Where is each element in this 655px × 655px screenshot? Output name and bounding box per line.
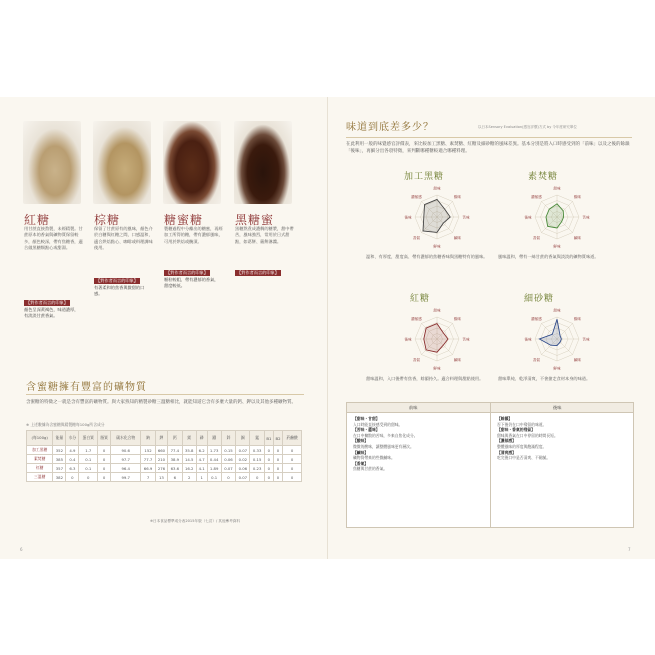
radar-axis-label: 香氣 — [532, 236, 541, 241]
row-label: 三溫糖 — [27, 473, 53, 482]
legend-item-label: 【甜味・香氣的殘留】 — [497, 427, 535, 433]
sugar-name: 糖蜜糖 — [164, 213, 204, 227]
table-header-cell: B1 — [264, 431, 273, 446]
radar-axis-label: 苦味 — [582, 337, 590, 342]
table-cell: 0 — [283, 446, 302, 455]
impression-block — [24, 300, 82, 319]
table-cell: 0.07 — [221, 464, 235, 473]
radar-axis-label: 鮮味 — [553, 244, 561, 249]
legend-item-label: 【濃郁感】 — [497, 438, 516, 444]
radar-axis-label: 鹹味 — [453, 358, 462, 363]
radar-axis-label: 酸味 — [573, 316, 582, 321]
table-cell: 1.7 — [79, 446, 98, 455]
table-cell: 63.6 — [168, 464, 182, 473]
impression-text: 顆粒較粗、帶有濃郁的香氣，甜度較低。 — [164, 277, 219, 288]
legend-item-text: 甜味與香氣在口中停留的時間長短。 — [497, 432, 558, 438]
table-cell: 0.1 — [79, 464, 98, 473]
table-cell: 0.44 — [207, 455, 221, 464]
table-header-cell: 鐵 — [207, 431, 221, 446]
legend-item-text: 整體風味的厚度與飽滿程度。 — [497, 443, 547, 449]
radar-title: 紅糖 — [410, 294, 431, 304]
table-cell: 77.7 — [141, 455, 155, 464]
impression-tag: 【對作者而言的印象】 — [237, 270, 279, 275]
table-header-cell: 鋅 — [221, 431, 235, 446]
legend-item — [497, 416, 629, 427]
table-cell: 0.33 — [250, 446, 264, 455]
radar-axis-label: 鮮味 — [553, 366, 561, 371]
radar-axis-label: 鮮味 — [433, 366, 441, 371]
impression-block — [94, 278, 152, 297]
photo-cane-sugar — [93, 121, 151, 204]
table-cell: 0 — [273, 455, 282, 464]
table-header-cell: 鉀 — [155, 431, 167, 446]
legend-item-text: 微微的酸味，讓整體風味更有層次。 — [353, 443, 414, 449]
radar-axis-label: 後味 — [524, 215, 532, 220]
table-header-cell: 鈉 — [141, 431, 155, 446]
table-footnote: ※日本食品標準成分表2015年版（七訂）/ 其他參考資料 — [150, 519, 240, 523]
radar-title: 加工黑糖 — [404, 172, 445, 182]
impression-tag: 【對作者而言的印象】 — [166, 270, 208, 275]
sugar-name: 黑糖蜜 — [235, 213, 275, 227]
table-cell: 6.3 — [66, 464, 79, 473]
radar-axis-label: 後味 — [524, 337, 532, 342]
legend-item — [353, 438, 485, 449]
radar-caption: 溫和、有厚度，甜度高、帶有濃郁的焦糖香味與黑糖特有的風味。 — [366, 254, 488, 259]
radar-axis-label: 鮮味 — [433, 244, 441, 249]
table-cell: 0.06 — [236, 464, 250, 473]
radar-chart — [512, 303, 602, 373]
body-text: 含蜜糖的特徵之一就是含有豐富的礦物質。與大家熟知的精製砂糖三溫糖相比，就能知道它含有多麼大量的鈣、鉀以及其他多種礦物質。 — [26, 400, 296, 405]
radar-axis-label: 香氣 — [412, 236, 421, 241]
radar-title: 細砂糖 — [524, 294, 555, 304]
nutrition-table — [26, 430, 302, 482]
table-header-cell: 鎂 — [182, 431, 196, 446]
radar-chart — [392, 303, 482, 373]
table-cell: 0 — [264, 455, 273, 464]
table-cell: 357 — [53, 464, 66, 473]
legend-item — [497, 438, 629, 449]
row-label: 素焚糖 — [27, 455, 53, 464]
sugar-description: 保留了甘蔗原有的風味，顏色介於白糖與紅糖之間，口感溫和，適合烘焙點心、咖啡或料理調味使用。 — [94, 226, 153, 251]
section-divider — [26, 394, 304, 395]
legend-item-label: 【甜味・甘甜】 — [353, 416, 380, 421]
legend-item-text: 焦糖與甘蔗的香氣。 — [353, 466, 388, 472]
table-cell: 0.15 — [221, 446, 235, 455]
table-cell: 276 — [155, 464, 167, 473]
legend-item-label: 【鹹味】 — [353, 449, 369, 455]
table-cell: 0.15 — [250, 455, 264, 464]
table-cell: 0 — [66, 473, 79, 482]
legend-divider — [490, 403, 491, 527]
photo-molasses-sugar — [163, 121, 221, 204]
radar-axis-label: 香氣 — [412, 358, 421, 363]
table-cell: 38.9 — [168, 455, 182, 464]
table-cell: 6.2 — [196, 446, 207, 455]
sugar-description: 製糖過程中分離出的糖蜜，再經加工所得的糖，帶有濃郁風味，可用於烘焙或醃漬。 — [164, 226, 223, 244]
taste-legend-table — [346, 402, 634, 528]
table-cell: 0 — [283, 464, 302, 473]
radar-axis-label: 鹹味 — [453, 236, 462, 241]
impression-text: 顏色呈深黃褐色，味道濃厚，有淡淡甘蔗香氣。 — [24, 307, 79, 318]
book-gutter — [327, 97, 328, 559]
legend-right-column — [497, 416, 629, 461]
table-cell: 385 — [53, 455, 66, 464]
legend-item — [497, 450, 629, 461]
impression-text: 有著柔和的焦香與微甜的口感。 — [94, 285, 145, 296]
radar-axis-label: 酸味 — [453, 316, 462, 321]
table-cell: 2 — [182, 473, 196, 482]
table-cell: 660 — [155, 446, 167, 455]
table-note: ※ 上述數據為含蜜糖與精製糖每100g所含成分 — [26, 422, 105, 427]
radar-axis-label: 苦味 — [582, 215, 590, 220]
legend-item-text: 吞下後仍在口中殘留的味道。 — [497, 421, 547, 427]
table-cell: 0 — [221, 473, 235, 482]
impression-block — [164, 270, 222, 289]
section-title: 含蜜糖擁有豐富的礦物質 — [26, 382, 147, 393]
table-cell: 0 — [273, 464, 282, 473]
legend-item-label: 【餘韻】 — [497, 416, 513, 421]
sugar-name: 棕糖 — [94, 213, 121, 227]
table-header-cell: 菸鹼酸 — [283, 431, 302, 446]
table-cell: 1 — [196, 473, 207, 482]
table-header-row — [27, 431, 302, 446]
radar-axis-label: 後味 — [404, 337, 412, 342]
impression-block — [235, 270, 293, 277]
radar-axis-label: 鹹味 — [573, 236, 582, 241]
radar-axis-label: 甜味 — [553, 308, 561, 313]
table-cell: 0 — [79, 473, 98, 482]
table-cell: 6 — [168, 473, 182, 482]
radar-caption: 甜味溫和，入口後帶有焦香，餘韻持久。適合料理與甜點使用。 — [366, 376, 484, 381]
radar-axis-label: 濃郁感 — [531, 316, 542, 321]
table-cell: 0 — [250, 473, 264, 482]
legend-item — [353, 416, 485, 427]
table-cell: 7 — [141, 473, 155, 482]
table-cell: 4.1 — [196, 464, 207, 473]
radar-title: 素焚糖 — [528, 172, 559, 182]
table-cell: 1.73 — [207, 446, 221, 455]
table-header-cell: 錳 — [250, 431, 264, 446]
table-header-cell: 蛋白質 — [79, 431, 98, 446]
row-label: 紅糖 — [27, 464, 53, 473]
radar-axis-label: 甜味 — [433, 186, 441, 191]
radar-axis-label: 甜味 — [433, 308, 441, 313]
table-cell: 4.9 — [66, 446, 79, 455]
table-cell: 99.7 — [111, 473, 141, 482]
table-cell: 0.23 — [250, 464, 264, 473]
intro-text: 在此利用一般的味覺感官評價表，來比較加工黑糖、素焚糖、紅糖及細砂糖的風味差異。基本分別是將入口時感受到的「前味」以及之後的餘韻「後味」，再細分出各項特徵，來判斷哪種糖較適合哪種料理。 — [346, 142, 630, 154]
legend-item-label: 【香氣】 — [353, 460, 369, 466]
radar-series-shape — [424, 324, 448, 353]
table-cell: 0.07 — [236, 446, 250, 455]
radar-axis-label: 後味 — [404, 215, 412, 220]
photo-brown-sugar — [23, 121, 81, 204]
table-row — [27, 464, 302, 473]
table-cell: 90.6 — [111, 446, 141, 455]
table-row — [27, 446, 302, 455]
table-cell: 1.89 — [207, 464, 221, 473]
table-row — [27, 455, 302, 464]
radar-axis-label: 酸味 — [453, 194, 462, 199]
table-cell: 0 — [98, 455, 111, 464]
photo-black-syrup — [234, 121, 292, 204]
table-cell: 0.07 — [236, 473, 250, 482]
page-number: 7 — [628, 547, 631, 552]
radar-axis-label: 濃郁感 — [411, 194, 422, 199]
table-cell: 13 — [155, 473, 167, 482]
legend-item-text: 礦物質帶來的些微鹹味。 — [353, 455, 395, 461]
radar-axis-label: 濃郁感 — [411, 316, 422, 321]
table-header-cell: 脂質 — [98, 431, 111, 446]
table-cell: 0 — [273, 473, 282, 482]
table-cell: 0 — [273, 446, 282, 455]
table-cell: 382 — [53, 473, 66, 482]
table-cell: 0.1 — [79, 455, 98, 464]
legend-item — [497, 427, 629, 438]
radar-axis-label: 鹹味 — [573, 358, 582, 363]
table-cell: 352 — [53, 446, 66, 455]
row-label: 加工黑糖 — [27, 446, 53, 455]
page-title: 味道到底差多少？ — [346, 122, 434, 133]
radar-axis-label: 香氣 — [532, 358, 541, 363]
table-header-cell: 磷 — [196, 431, 207, 446]
radar-axis-label: 酸味 — [573, 194, 582, 199]
radar-caption: 甜味單純、乾淨清爽，不會搶走食材本身的味道。 — [498, 376, 591, 381]
table-cell: 14.5 — [182, 455, 196, 464]
legend-item-text: 吃完後口中是否清爽、不黏膩。 — [497, 455, 551, 461]
table-header-cell: (每100g) — [27, 431, 53, 446]
table-header-cell: 鈣 — [168, 431, 182, 446]
table-cell: 96.4 — [111, 464, 141, 473]
table-cell: 0.1 — [207, 473, 221, 482]
legend-item-text: 在口中擴散的苦味，多來自焦化成分。 — [353, 432, 418, 438]
legend-item-label: 【苦味・澀味】 — [353, 427, 380, 433]
table-cell: 97.7 — [111, 455, 141, 464]
sugar-description: 黑糖熬煮成濃稠的糖漿，甜中帶苦，風味強烈，常用於日式甜點，如葛餅、蕨餅淋醬。 — [235, 226, 294, 244]
table-cell: 4.7 — [196, 455, 207, 464]
table-cell: 0 — [283, 455, 302, 464]
page-number: 6 — [20, 547, 23, 552]
legend-item-text: 入口時能直接感受到的甜味。 — [353, 421, 403, 427]
table-cell: 0 — [264, 464, 273, 473]
table-cell: 0.06 — [221, 455, 235, 464]
sugar-description: 用甘蔗直接熬製，未經精製。甘蔗原本的香氣與礦物質保留較多，顏色較深，帶有焦糖香，適合做黑糖類點心或甜湯。 — [24, 226, 83, 251]
radar-axis-label: 苦味 — [462, 215, 470, 220]
table-cell: 0 — [264, 446, 273, 455]
radar-caption: 風味溫和，帶有一絲甘蔗的香氣與淡淡的礦物質味道。 — [498, 254, 599, 259]
table-header-cell: 碳水化合物 — [111, 431, 141, 446]
table-cell: 210 — [155, 455, 167, 464]
impression-tag: 【對作者而言的印象】 — [26, 300, 68, 305]
legend-head-left: 前味 — [409, 404, 418, 410]
source-note: 以日本Sensory Evaluation(感官評價)方式 by 今年度研究單位 — [478, 125, 577, 129]
table-cell: 0 — [283, 473, 302, 482]
table-row — [27, 473, 302, 482]
sugar-name: 紅糖 — [24, 213, 51, 227]
legend-item-label: 【清爽感】 — [497, 449, 516, 455]
table-header-cell: 銅 — [236, 431, 250, 446]
radar-chart — [512, 181, 602, 251]
table-header-cell: 能量 — [53, 431, 66, 446]
table-cell: 0 — [264, 473, 273, 482]
table-cell: 0 — [98, 446, 111, 455]
legend-item-label: 【酸味】 — [353, 438, 369, 444]
table-header-cell: 水分 — [66, 431, 79, 446]
title-divider — [346, 137, 632, 138]
table-cell: 152 — [141, 446, 155, 455]
table-cell: 16.2 — [182, 464, 196, 473]
radar-axis-label: 苦味 — [462, 337, 470, 342]
legend-head-right: 後味 — [553, 404, 562, 410]
table-cell: 66.9 — [141, 464, 155, 473]
legend-item — [353, 461, 485, 472]
impression-tag: 【對作者而言的印象】 — [96, 278, 138, 283]
table-cell: 0 — [98, 473, 111, 482]
table-cell: 0 — [98, 464, 111, 473]
radar-chart — [392, 181, 482, 251]
table-header-cell: B2 — [273, 431, 282, 446]
legend-item — [353, 450, 485, 461]
table-cell: 0.4 — [66, 455, 79, 464]
table-cell: 0.02 — [236, 455, 250, 464]
radar-axis-label: 甜味 — [553, 186, 561, 191]
legend-item — [353, 427, 485, 438]
radar-axis-label: 濃郁感 — [531, 194, 542, 199]
table-cell: 35.8 — [182, 446, 196, 455]
legend-left-column — [353, 416, 485, 472]
table-cell: 77.4 — [168, 446, 182, 455]
